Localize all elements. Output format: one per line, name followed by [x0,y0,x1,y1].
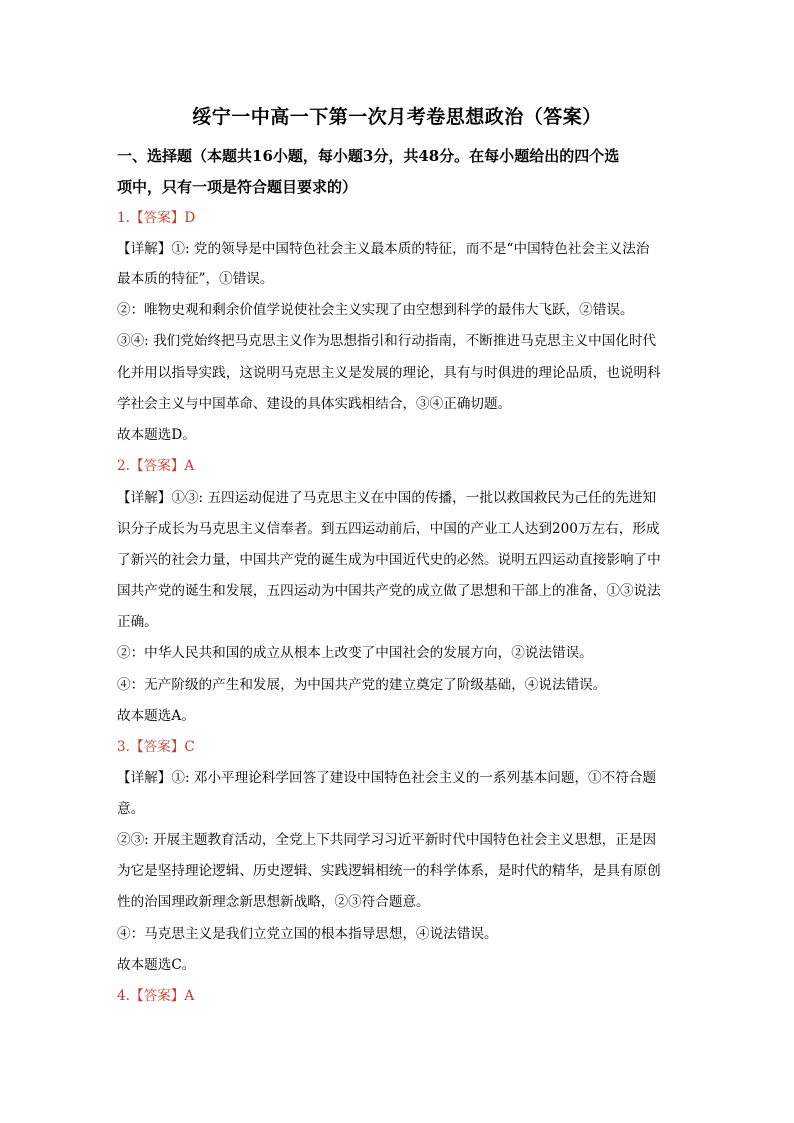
answer-label-3: 3.【答案】C [117,739,195,755]
text-line: ②③: 开展主题教育活动，全党上下共同学习习近平新时代中国特色社会主义思想，正是因 [117,832,657,848]
text-line: 为它是坚持理论逻辑、历史逻辑、实践逻辑相统一的科学体系，是时代的精华，是具有原创 [117,863,661,879]
text-line: ③④: 我们党始终把马克思主义作为思想指引和行动指南，不断推进马克思主义中国化时代 [117,333,657,349]
text-line: 学社会主义与中国革命、建设的具体实践相结合，③④正确切题。 [117,396,512,412]
answer-label-1: 1.【答案】D [117,210,196,226]
text-line: 【详解】①: 邓小平理论科学回答了建设中国特色社会主义的一系列基本问题，①不符合题 [117,770,657,786]
text-line: 故本题选A。 [117,708,195,724]
text-line: ②：中华人民共和国的成立从根本上改变了中国社会的发展方向，②说法错误。 [117,645,593,661]
text-line: 国共产党的诞生和发展，五四运动为中国共产党的成立做了思想和干部上的准备，①③说法 [117,583,661,599]
text-line: 识分子成长为马克思主义信奉者。到五四运动前后，中国的产业工人达到200万左右，形成 [117,521,660,537]
text-line: ②：唯物史观和剩余价值学说使社会主义实现了由空想到科学的最伟大飞跃，②错误。 [117,302,634,318]
page-title: 绥宁一中高一下第一次月考卷思想政治（答案） [192,106,602,128]
text-line: 化并用以指导实践，这说明马克思主义是发展的理论，具有与时俱进的理论品质，也说明科 [117,365,661,381]
answer-label-2: 2.【答案】A [117,458,195,474]
text-line: ④：马克思主义是我们立党立国的根本指导思想，④说法错误。 [117,926,498,942]
text-line: 【详解】①③: 五四运动促进了马克思主义在中国的传播，一批以救国救民为己任的先进知 [117,490,657,506]
text-line: 【详解】①: 党的领导是中国特色社会主义最本质的特征，而不是“中国特色社会主义法治 [117,241,650,257]
answer-label-4: 4.【答案】A [117,988,195,1004]
text-line: 正确。 [117,614,158,630]
section-heading-line-1: 一、选择题（本题共16小题，每小题3分，共48分。在每小题给出的四个选 [117,147,620,165]
section-heading-line-2: 项中，只有一项是符合题目要求的） [117,178,358,196]
text-line: 了新兴的社会力量，中国共产党的诞生成为中国近代史的必然。说明五四运动直接影响了中 [117,552,661,568]
text-line: 意。 [117,801,145,817]
text-line: ④：无产阶级的产生和发展，为中国共产党的建立奠定了阶级基础，④说法错误。 [117,677,607,693]
text-line: 故本题选C。 [117,957,196,973]
text-line: 性的治国理政新理念新思想新战略，②③符合题意。 [117,894,430,910]
text-line: 故本题选D。 [117,427,196,443]
text-line: 最本质的特征”，①错误。 [117,271,274,287]
